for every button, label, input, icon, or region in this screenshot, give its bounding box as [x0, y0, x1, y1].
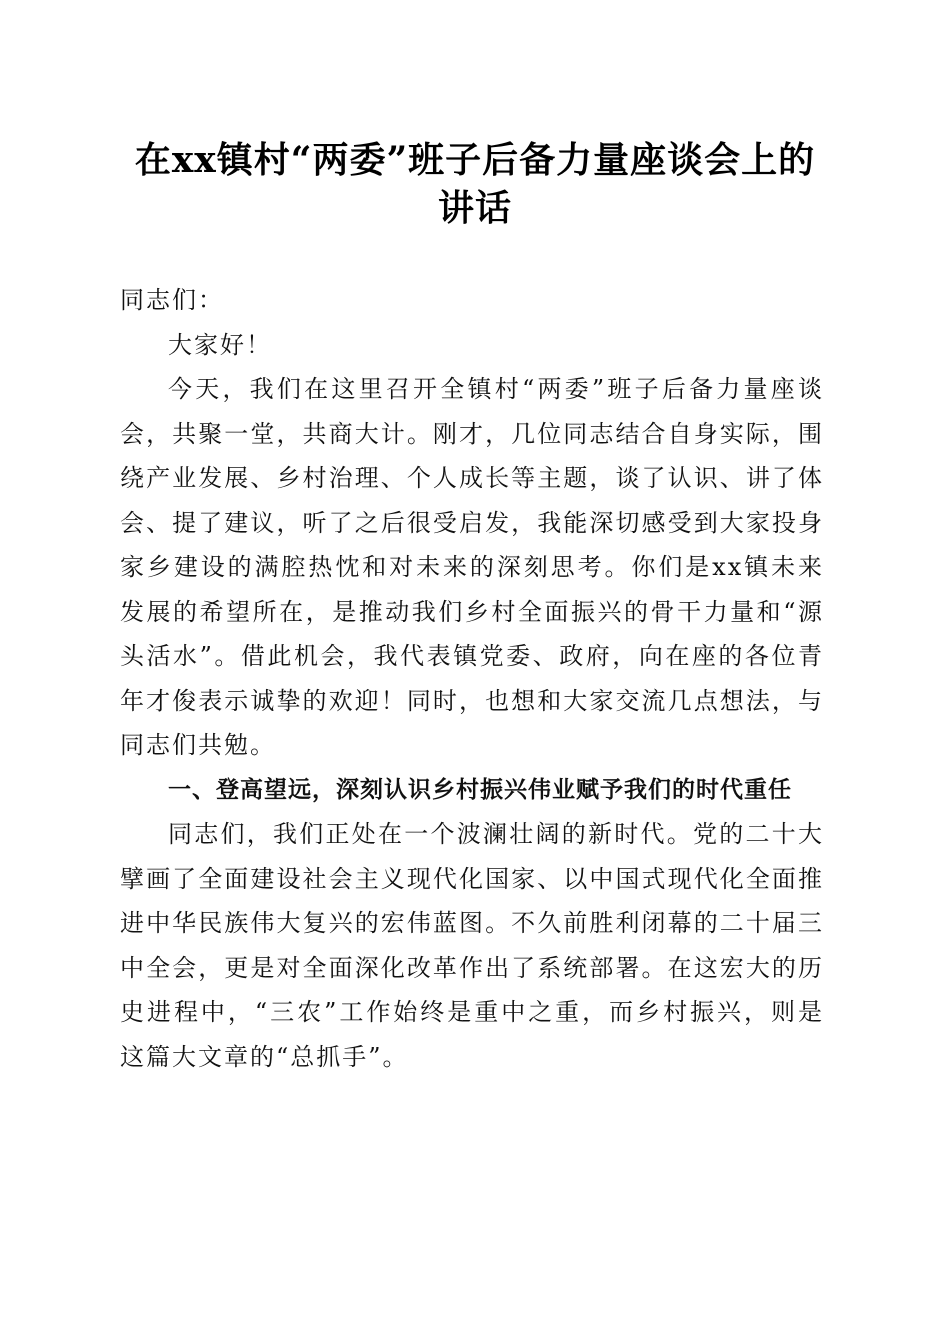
paragraph-1: 今天，我们在这里召开全镇村“两委”班子后备力量座谈会，共聚一堂，共商大计。刚才，几位同志结合自身实际，围绕产业发展、乡村治理、个人成长等主题，谈了认识、讲了体会、提了建议，听了之后很受启发，我能深切感受到大家投身家乡建设的满腔热忱和对未来的深刻思考。你们是xx镇未来发展的希望所在，是推动我们乡村全面振兴的骨干力量和“源头活水”。借此机会，我代表镇党委、政府，向在座的各位青年才俊表示诚挚的欢迎！同时，也想和大家交流几点想法，与同志们共勉。 — [120, 375, 824, 759]
document-body — [120, 278, 824, 1079]
title-line-2: 讲话 — [437, 187, 512, 229]
paragraph-2: 同志们，我们正处在一个波澜壮阔的新时代。党的二十大擘画了全面建设社会主义现代化国家、以中国式现代化全面推进中华民族伟大复兴的宏伟蓝图。不久前胜利闭幕的二十届三中全会，更是对全面深化改革作出了系统部署。在这宏大的历史进程中，“三农”工作始终是重中之重，而乡村振兴，则是这篇大文章的“总抓手”。 — [120, 820, 824, 1071]
salutation: 同志们： — [120, 286, 224, 314]
section-heading-1: 一、登高望远，深刻认识乡村振兴伟业赋予我们的时代重任 — [168, 776, 792, 803]
document-title — [100, 136, 850, 232]
greeting: 大家好！ — [168, 330, 272, 359]
title-line-1: 在xx镇村“两委”班子后备力量座谈会上的 — [134, 139, 816, 181]
